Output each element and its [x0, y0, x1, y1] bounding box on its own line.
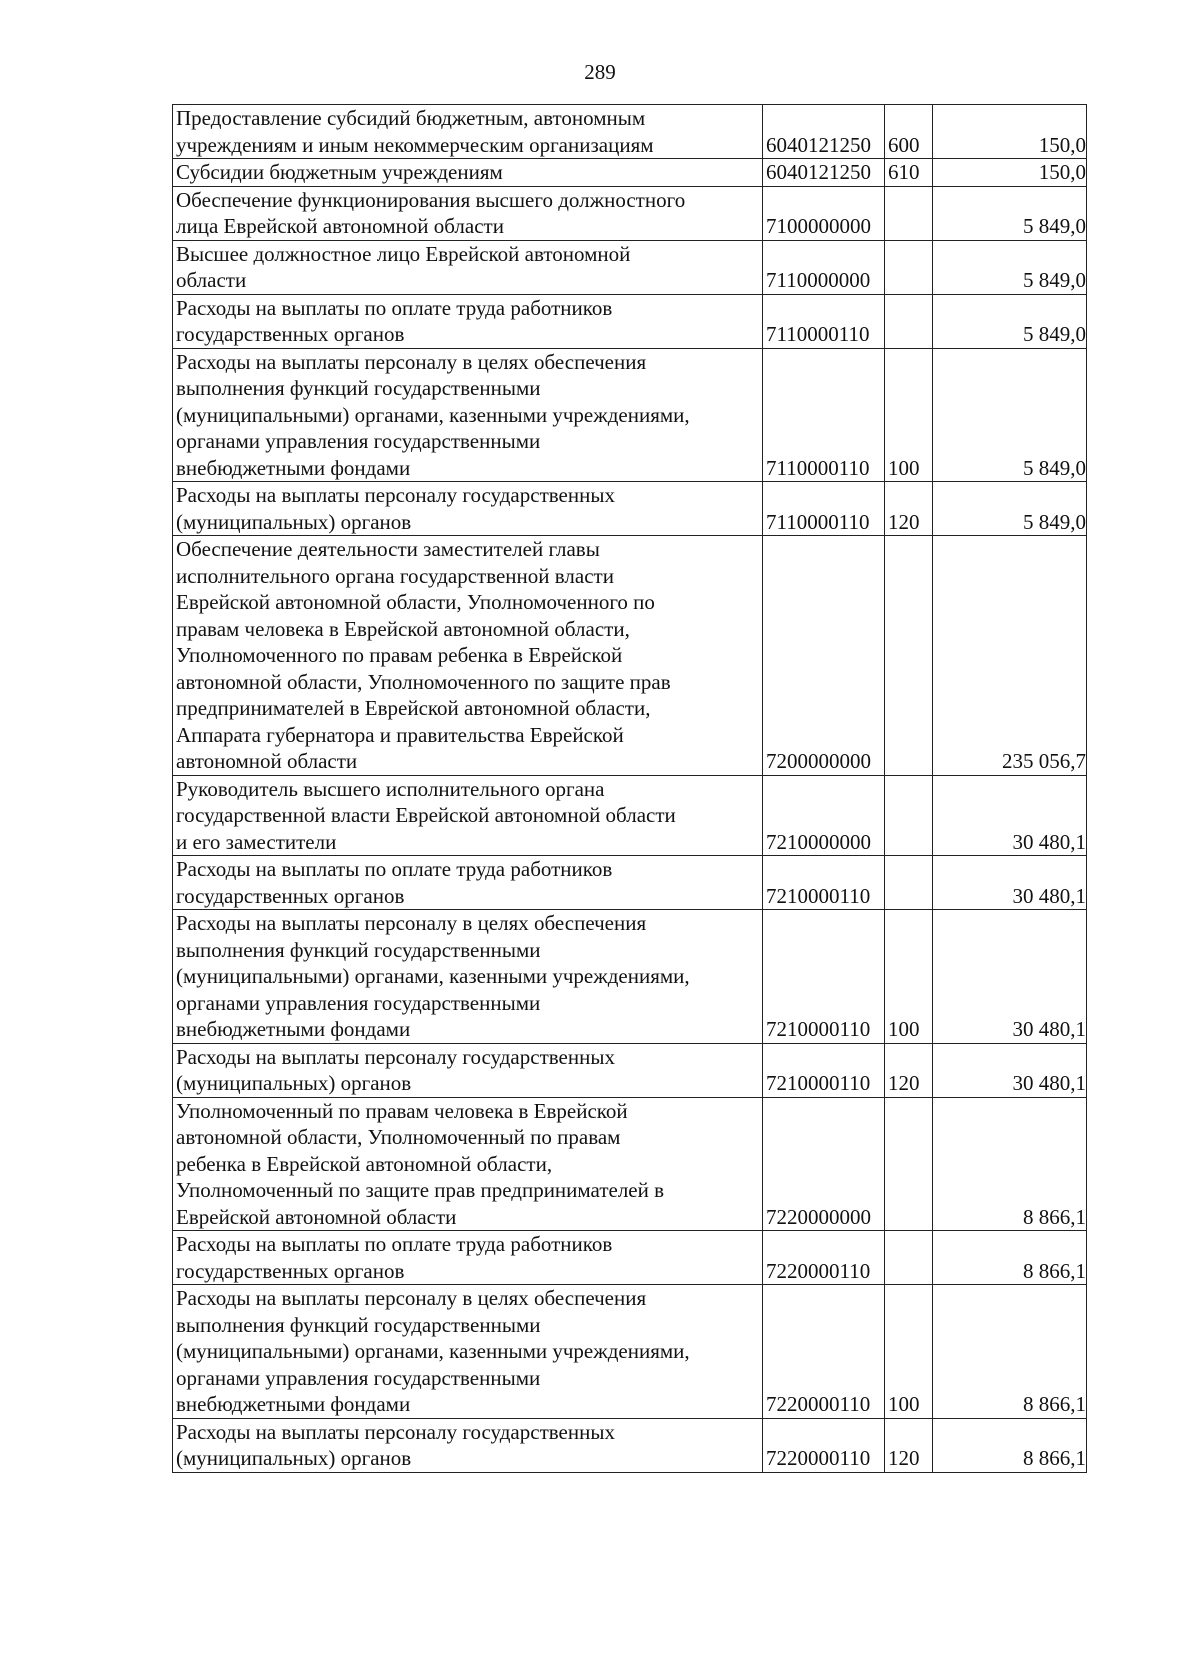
- row-target-code: 7210000110: [763, 1043, 885, 1097]
- table-row: [173, 910, 1087, 1044]
- row-amount: 30 480,1: [933, 856, 1087, 910]
- row-expense-type: [885, 240, 933, 294]
- row-target-code: 6040121250: [763, 159, 885, 187]
- budget-table: [172, 104, 1087, 1473]
- row-expense-type: [885, 294, 933, 348]
- table-row: [173, 775, 1087, 856]
- row-target-code: 7100000000: [763, 186, 885, 240]
- row-amount: 5 849,0: [933, 294, 1087, 348]
- table-row: [173, 186, 1087, 240]
- row-expense-type: 100: [885, 348, 933, 482]
- row-expense-type: 600: [885, 105, 933, 159]
- row-description: Предоставление субсидий бюджетным, автономным учреждениям и иным некоммерческим организациям: [173, 105, 763, 159]
- row-amount: 8 866,1: [933, 1285, 1087, 1419]
- row-expense-type: [885, 1097, 933, 1231]
- row-amount: 235 056,7: [933, 536, 1087, 776]
- row-target-code: 7110000000: [763, 240, 885, 294]
- row-amount: 30 480,1: [933, 775, 1087, 856]
- row-expense-type: [885, 186, 933, 240]
- row-description: Расходы на выплаты по оплате труда работников государственных органов: [173, 294, 763, 348]
- table-row: [173, 105, 1087, 159]
- row-amount: 30 480,1: [933, 1043, 1087, 1097]
- row-description: Расходы на выплаты по оплате труда работников государственных органов: [173, 1231, 763, 1285]
- row-expense-type: [885, 1231, 933, 1285]
- table-row: [173, 348, 1087, 482]
- row-amount: 8 866,1: [933, 1231, 1087, 1285]
- row-description: Расходы на выплаты персоналу государственных (муниципальных) органов: [173, 1418, 763, 1472]
- row-amount: 5 849,0: [933, 348, 1087, 482]
- row-target-code: 7220000110: [763, 1418, 885, 1472]
- table-row: [173, 1097, 1087, 1231]
- row-target-code: 7110000110: [763, 294, 885, 348]
- row-amount: 5 849,0: [933, 482, 1087, 536]
- row-target-code: 7220000000: [763, 1097, 885, 1231]
- row-amount: 150,0: [933, 105, 1087, 159]
- row-amount: 5 849,0: [933, 240, 1087, 294]
- row-expense-type: 120: [885, 1418, 933, 1472]
- row-amount: 30 480,1: [933, 910, 1087, 1044]
- row-expense-type: 120: [885, 1043, 933, 1097]
- row-description: Обеспечение функционирования высшего должностного лица Еврейской автономной области: [173, 186, 763, 240]
- row-amount: 8 866,1: [933, 1097, 1087, 1231]
- row-description: Обеспечение деятельности заместителей главы исполнительного органа государственной власти Еврейской автономной области, Уполномоченного по правам человека в Еврейской автономной области, Уполномоченного по правам ребенка в Еврейской автономной области, Уполномоченного по защите прав предпринимателей в Еврейской автономной области, Аппарата губернатора и правительства Еврейской автономной области: [173, 536, 763, 776]
- row-expense-type: [885, 536, 933, 776]
- row-amount: 150,0: [933, 159, 1087, 187]
- table-row: [173, 1418, 1087, 1472]
- table-row: [173, 294, 1087, 348]
- row-expense-type: 120: [885, 482, 933, 536]
- row-target-code: 7200000000: [763, 536, 885, 776]
- row-target-code: 7210000110: [763, 910, 885, 1044]
- row-target-code: 7210000000: [763, 775, 885, 856]
- table-row: [173, 1043, 1087, 1097]
- row-expense-type: 100: [885, 1285, 933, 1419]
- row-expense-type: 100: [885, 910, 933, 1044]
- row-target-code: 7210000110: [763, 856, 885, 910]
- row-description: Уполномоченный по правам человека в Еврейской автономной области, Уполномоченный по правам ребенка в Еврейской автономной области, Уполномоченный по защите прав предпринимателей в Еврейской автономной области: [173, 1097, 763, 1231]
- row-expense-type: [885, 775, 933, 856]
- table-row: [173, 482, 1087, 536]
- row-description: Субсидии бюджетным учреждениям: [173, 159, 763, 187]
- table-row: [173, 1231, 1087, 1285]
- row-amount: 5 849,0: [933, 186, 1087, 240]
- row-description: Расходы на выплаты персоналу в целях обеспечения выполнения функций государственными (муниципальными) органами, казенными учреждениями, органами управления государственными внебюджетными фондами: [173, 1285, 763, 1419]
- table-row: [173, 1285, 1087, 1419]
- row-target-code: 7220000110: [763, 1231, 885, 1285]
- budget-table-body: [173, 105, 1087, 1473]
- row-amount: 8 866,1: [933, 1418, 1087, 1472]
- row-description: Расходы на выплаты по оплате труда работников государственных органов: [173, 856, 763, 910]
- page-number: 289: [584, 60, 616, 84]
- row-target-code: 7110000110: [763, 348, 885, 482]
- table-row: [173, 159, 1087, 187]
- row-description: Руководитель высшего исполнительного органа государственной власти Еврейской автономной области и его заместители: [173, 775, 763, 856]
- row-description: Расходы на выплаты персоналу в целях обеспечения выполнения функций государственными (муниципальными) органами, казенными учреждениями, органами управления государственными внебюджетными фондами: [173, 910, 763, 1044]
- row-description: Расходы на выплаты персоналу государственных (муниципальных) органов: [173, 482, 763, 536]
- row-expense-type: [885, 856, 933, 910]
- row-description: Высшее должностное лицо Еврейской автономной области: [173, 240, 763, 294]
- row-target-code: 7220000110: [763, 1285, 885, 1419]
- row-description: Расходы на выплаты персоналу государственных (муниципальных) органов: [173, 1043, 763, 1097]
- table-row: [173, 240, 1087, 294]
- row-target-code: 6040121250: [763, 105, 885, 159]
- row-target-code: 7110000110: [763, 482, 885, 536]
- table-row: [173, 536, 1087, 776]
- table-row: [173, 856, 1087, 910]
- row-expense-type: 610: [885, 159, 933, 187]
- row-description: Расходы на выплаты персоналу в целях обеспечения выполнения функций государственными (муниципальными) органами, казенными учреждениями, органами управления государственными внебюджетными фондами: [173, 348, 763, 482]
